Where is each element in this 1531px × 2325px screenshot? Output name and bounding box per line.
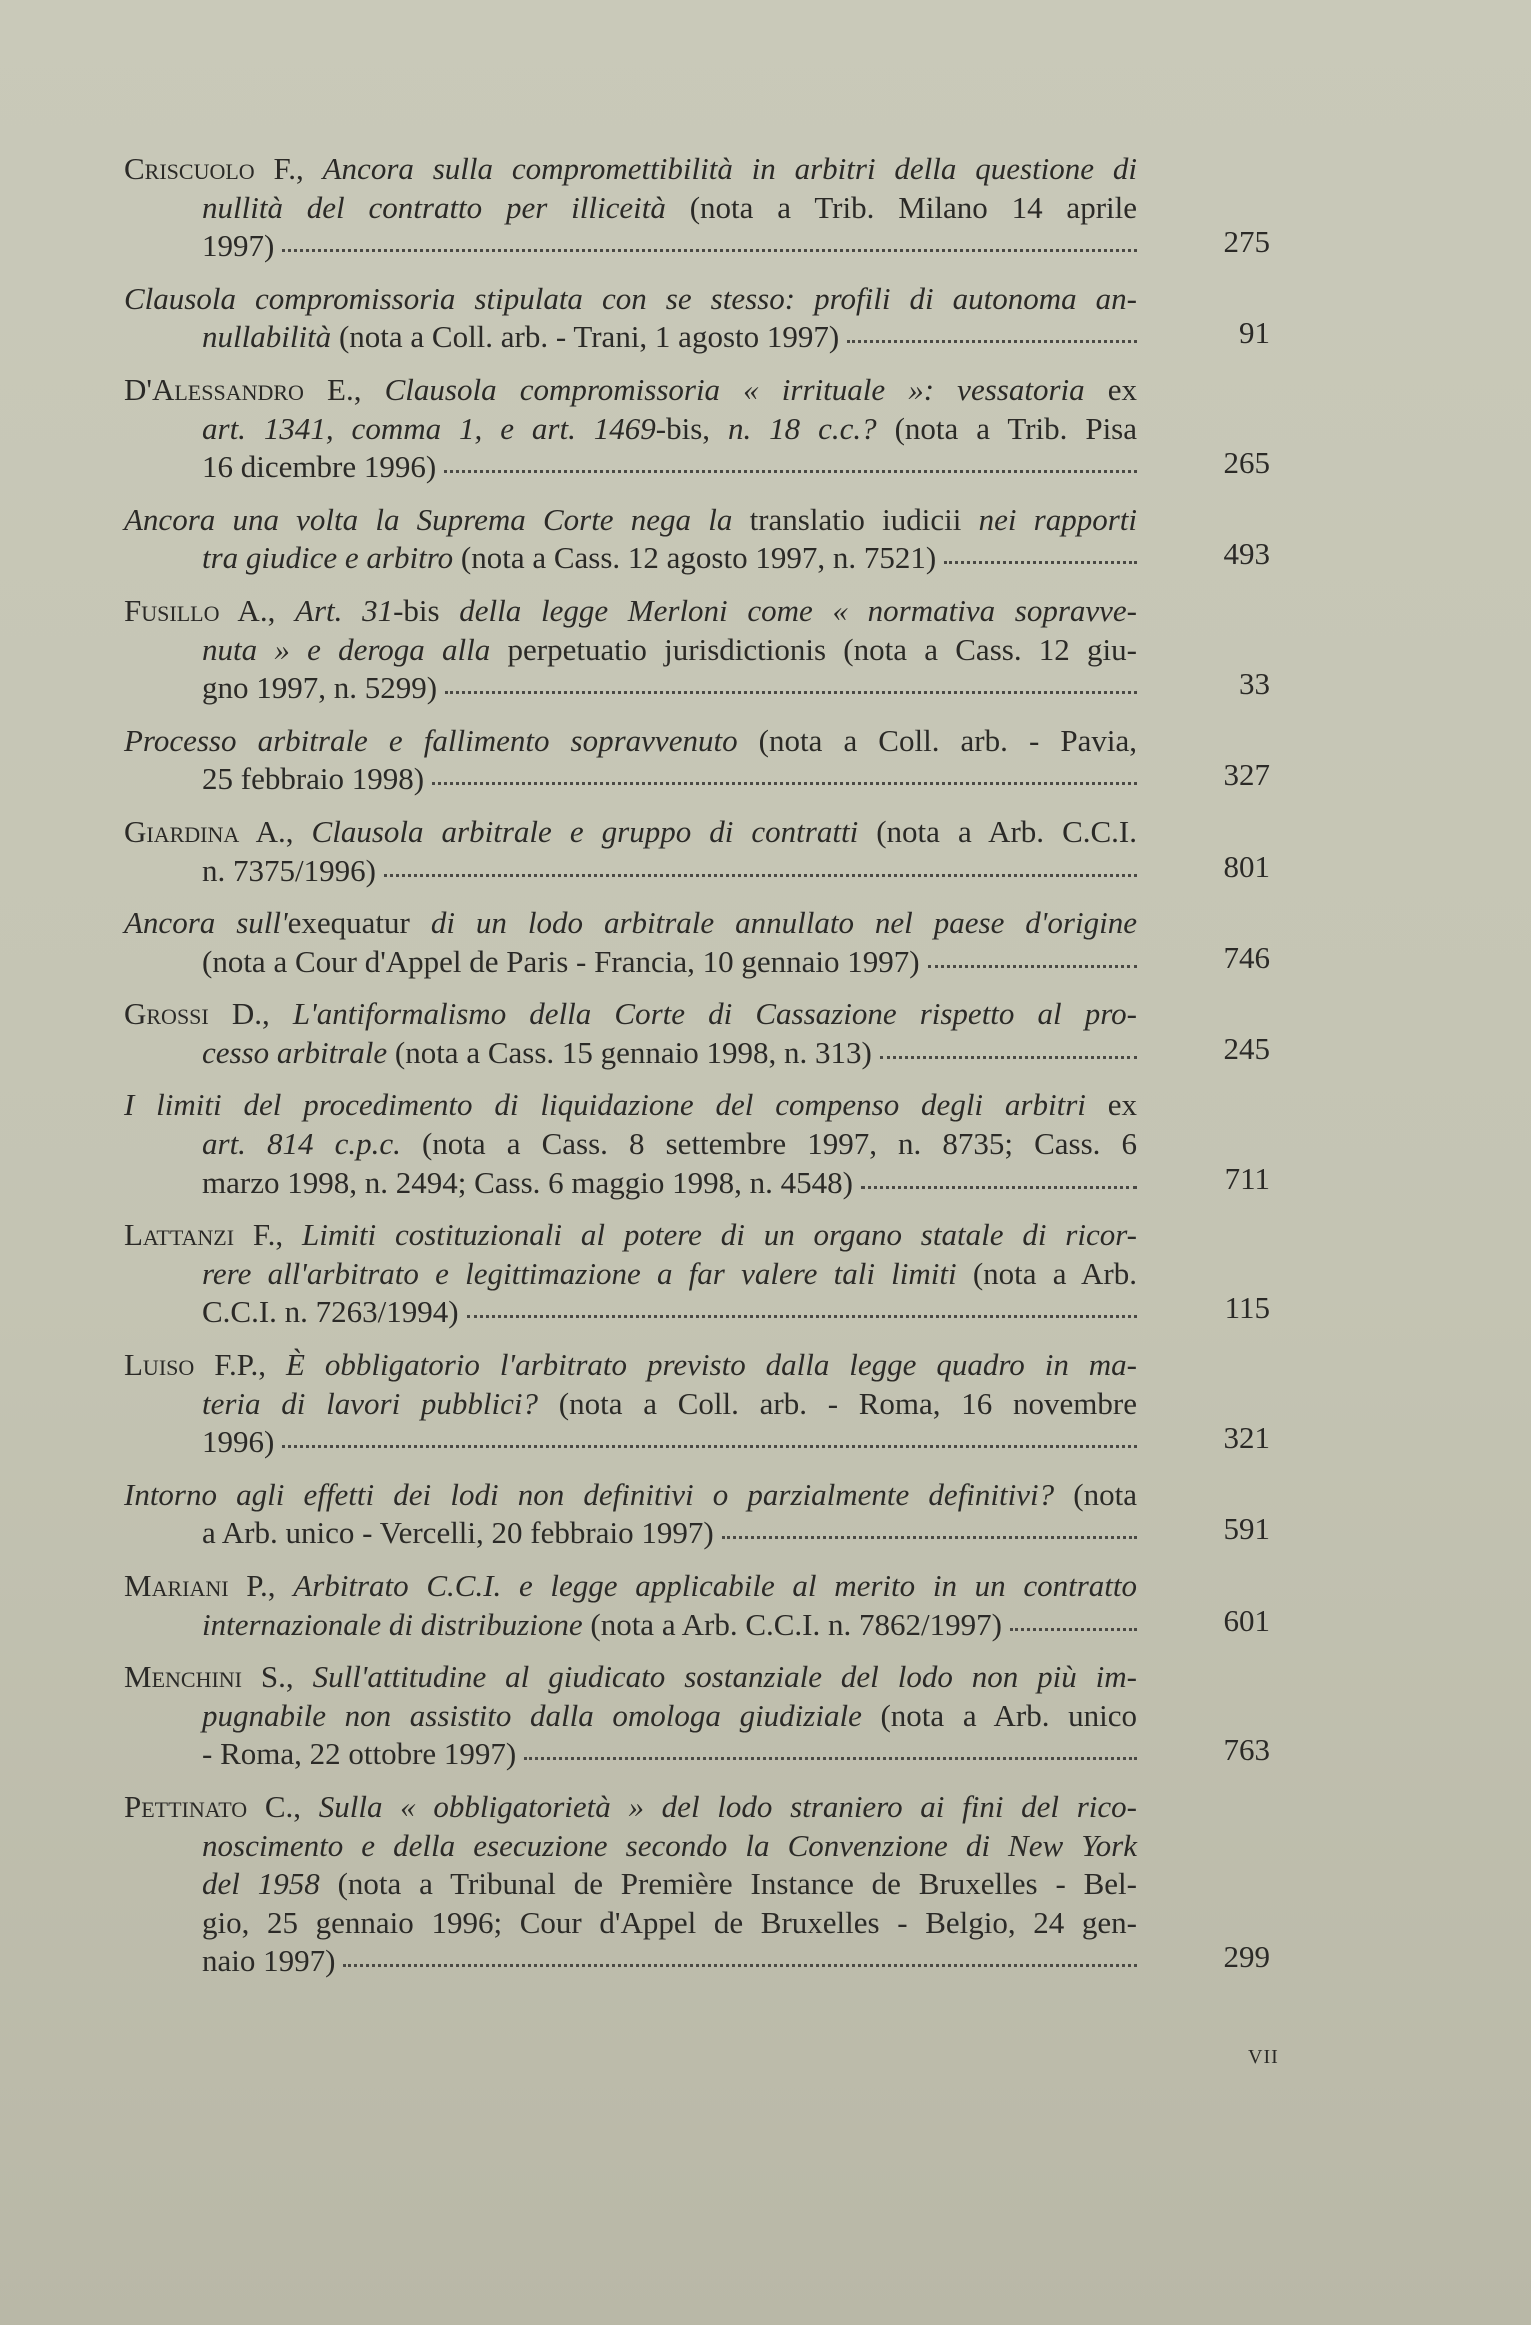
page-number: 763 <box>1223 1732 1270 1768</box>
entry-line-text <box>202 1164 853 1203</box>
entry-author: Luiso F.P., <box>124 1347 267 1383</box>
entry-reference-text: (nota a Trib. Pisa <box>876 410 1137 446</box>
index-entry <box>124 1567 1270 1644</box>
entry-title-text: Art. 31 <box>295 592 394 628</box>
entry-line <box>124 1346 1137 1385</box>
entry-title-text: Sull'attitudine al giudicato sostanziale del lodo non più im- <box>312 1659 1138 1695</box>
index-entry <box>124 150 1270 266</box>
entry-title-text: di un lodo arbitrale annullato nel paese d'origine <box>430 905 1137 941</box>
index-entry <box>124 1658 1270 1774</box>
dot-leader <box>384 874 1137 877</box>
entry-line-text <box>202 1514 714 1553</box>
entry-author: Fusillo A., <box>124 592 276 628</box>
entry-title-text: della legge Merloni come « normativa sopravve- <box>459 592 1138 628</box>
entry-line <box>124 995 1137 1034</box>
dot-leader <box>445 691 1137 694</box>
entry-reference-text: (nota a Coll. arb. - Trani, 1 agosto 1997) <box>331 319 840 355</box>
entry-author: Giardina A., <box>124 813 294 849</box>
entry-title-text: rere all'arbitrato e legittimazione a far valere tali limiti <box>202 1255 957 1291</box>
entry-title-text: art. 1341, comma 1, e art. 1469 <box>202 410 656 446</box>
index-entry <box>124 995 1270 1072</box>
index-entry <box>124 1346 1270 1462</box>
entry-title-text: nullabilità <box>202 319 332 355</box>
entry-title-text: Arbitrato C.C.I. e legge applicabile al merito in un contratto <box>293 1568 1138 1603</box>
entry-line <box>124 1514 1137 1553</box>
entry-reference-text: - Roma, 22 ottobre 1997) <box>202 1736 517 1772</box>
entry-title-text: Clausola compromissoria « irrituale »: vessatoria <box>384 371 1085 407</box>
index-of-notes <box>124 150 1270 1995</box>
index-entry <box>124 1788 1270 1981</box>
dot-leader <box>928 965 1137 968</box>
entry-reference-text: (nota <box>1054 1476 1137 1512</box>
entry-author: Mariani P., <box>124 1568 276 1603</box>
entry-title-text: Clausola compromissoria stipulata con se stesso: profili di autonoma an- <box>124 280 1137 316</box>
entry-reference-text: (nota a Cass. 15 gennaio 1998, n. 313) <box>387 1034 872 1070</box>
dot-leader <box>880 1056 1137 1059</box>
page-number: 245 <box>1223 1030 1270 1066</box>
dot-leader <box>444 470 1137 473</box>
entry-line <box>124 1164 1137 1203</box>
page-number: 801 <box>1223 848 1270 884</box>
entry-line-text <box>202 760 424 799</box>
entry-title-text: art. 814 c.p.c. <box>202 1126 401 1162</box>
entry-line <box>124 1904 1137 1943</box>
entry-reference-text: naio 1997) <box>202 1943 336 1979</box>
dot-leader <box>861 1186 1137 1189</box>
index-entry <box>124 280 1270 357</box>
index-entry <box>124 722 1270 799</box>
entry-title-text: noscimento e della esecuzione secondo la Convenzione di New York <box>202 1827 1137 1863</box>
entry-line <box>124 592 1137 631</box>
page-number: 711 <box>1224 1160 1270 1196</box>
entry-line <box>124 1658 1137 1697</box>
dot-leader <box>282 1445 1137 1448</box>
entry-line <box>124 1034 1137 1073</box>
entry-title-text: tra giudice e arbitro <box>202 540 454 576</box>
entry-line <box>124 1606 1137 1645</box>
entry-line <box>124 852 1137 891</box>
index-entry <box>124 1086 1270 1202</box>
entry-line <box>124 1942 1137 1981</box>
entry-line <box>124 1423 1137 1462</box>
entry-line <box>124 1788 1137 1827</box>
entry-reference-text: -bis, <box>655 410 728 446</box>
entry-reference-text: 25 febbraio 1998) <box>202 761 425 797</box>
entry-title-text: Limiti costituzionali al potere di un organo statale di ricor- <box>302 1217 1137 1253</box>
dot-leader <box>467 1315 1137 1318</box>
page-number: 115 <box>1224 1290 1270 1326</box>
entry-title-text: È obbligatorio l'arbitrato previsto dalla legge quadro in ma- <box>285 1347 1137 1383</box>
entry-line-text <box>202 669 437 708</box>
entry-line <box>124 943 1137 982</box>
dot-leader <box>282 249 1137 252</box>
entry-title-text: I limiti del procedimento di liquidazione del compenso degli arbitri <box>124 1087 1086 1123</box>
entry-reference-text: perpetuatio jurisdictionis (nota a Cass. 12 giu- <box>490 631 1137 667</box>
page-number: 591 <box>1223 1511 1270 1547</box>
entry-title-text: Ancora sull' <box>124 905 288 941</box>
page-number: 91 <box>1239 315 1270 351</box>
entry-line <box>124 227 1137 266</box>
entry-line <box>124 1086 1137 1125</box>
entry-reference-text: a Arb. unico - Vercelli, 20 febbraio 1997) <box>202 1515 714 1551</box>
dot-leader <box>847 340 1137 343</box>
entry-line-text <box>202 1606 1002 1645</box>
entry-reference-text: ex <box>1085 1087 1137 1123</box>
entry-title-text: Intorno agli effetti dei lodi non definitivi o parzialmente definitivi? <box>124 1476 1055 1512</box>
entry-line-text <box>202 943 920 982</box>
entry-line <box>124 1293 1137 1332</box>
index-entry <box>124 1216 1270 1332</box>
entry-line <box>124 1385 1137 1424</box>
entry-line <box>124 1827 1137 1866</box>
entry-line <box>124 371 1137 410</box>
entry-line <box>124 1216 1137 1255</box>
entry-title-text: Clausola arbitrale e gruppo di contratti <box>311 813 859 849</box>
entry-line <box>124 318 1137 357</box>
entry-reference-text: (nota a Arb. <box>956 1255 1137 1291</box>
entry-line <box>124 501 1137 540</box>
entry-line <box>124 1476 1137 1515</box>
dot-leader <box>722 1536 1137 1539</box>
entry-reference-text: (nota a Trib. Milano 14 aprile <box>665 189 1137 225</box>
entry-author: Lattanzi F., <box>124 1217 284 1253</box>
entry-line-text <box>202 1942 335 1981</box>
entry-line-text <box>202 1423 274 1462</box>
page-number: 299 <box>1223 1939 1270 1975</box>
entry-line <box>124 631 1137 670</box>
entry-reference-text: (nota a Cass. 12 agosto 1997, n. 7521) <box>453 540 937 576</box>
entry-reference-text: ex <box>1084 371 1137 407</box>
entry-title-text: Ancora sulla compromettibilità in arbitri della questione di <box>322 151 1138 186</box>
entry-line-text <box>202 1034 872 1073</box>
index-entry <box>124 371 1270 487</box>
entry-line <box>124 1865 1137 1904</box>
entry-line-text <box>202 227 274 266</box>
entry-line <box>124 760 1137 799</box>
entry-line-text <box>202 1735 516 1774</box>
entry-reference-text: exequatur <box>287 905 431 941</box>
entry-line-text <box>202 539 936 578</box>
entry-reference-text: (nota a Coll. arb. - Pavia, <box>737 722 1137 758</box>
entry-reference-text: 1996) <box>202 1424 275 1460</box>
entry-title-text: Sulla « obbligatorietà » del lodo straniero ai fini del rico- <box>318 1788 1138 1824</box>
dot-leader <box>944 561 1137 564</box>
page-number: 746 <box>1223 939 1270 975</box>
entry-author: Pettinato C., <box>124 1788 302 1824</box>
entry-line <box>124 1735 1137 1774</box>
page-number: 493 <box>1223 536 1270 572</box>
index-entry <box>124 1476 1270 1553</box>
entry-line <box>124 813 1137 852</box>
entry-author: Grossi D., <box>124 996 270 1032</box>
entry-reference-text: n. 7375/1996) <box>202 852 376 888</box>
entry-title-text: pugnabile non assistito dalla omologa giudiziale <box>202 1697 862 1733</box>
entry-reference-text: marzo 1998, n. 2494; Cass. 6 maggio 1998, n. 4548) <box>202 1164 853 1200</box>
entry-title-text: teria di lavori pubblici? <box>202 1385 539 1421</box>
entry-title-text: internazionale di distribuzione <box>202 1606 583 1642</box>
index-entry <box>124 904 1270 981</box>
entry-line <box>124 1567 1137 1606</box>
page-folio: VII <box>1248 2046 1279 2068</box>
entry-line <box>124 722 1137 761</box>
entry-reference-text: 16 dicembre 1996) <box>202 449 437 485</box>
entry-title-text: del 1958 <box>202 1866 320 1902</box>
entry-title-text: Ancora una volta la Suprema Corte nega la <box>124 501 733 537</box>
entry-reference-text: gno 1997, n. 5299) <box>202 670 438 706</box>
entry-line <box>124 1697 1137 1736</box>
entry-reference-text: (nota a Tribunal de Première Instance de Bruxelles - Bel- <box>319 1866 1137 1902</box>
entry-title-text: nuta » e deroga alla <box>202 631 491 667</box>
page-number: 327 <box>1223 757 1270 793</box>
entry-title-text: Processo arbitrale e fallimento sopravvenuto <box>124 722 738 758</box>
entry-line <box>124 669 1137 708</box>
entry-title-text: n. 18 c.c.? <box>727 410 877 446</box>
entry-reference-text: -bis <box>393 592 460 628</box>
entry-reference-text: (nota a Coll. arb. - Roma, 16 novembre <box>538 1385 1137 1421</box>
entry-title-text: L'antiformalismo della Corte di Cassazione rispetto al pro- <box>292 996 1137 1032</box>
entry-reference-text: (nota a Arb. C.C.I. <box>858 813 1138 849</box>
index-entry <box>124 501 1270 578</box>
entry-line <box>124 150 1137 189</box>
entry-reference-text: (nota a Cass. 8 settembre 1997, n. 8735; Cass. 6 <box>400 1126 1138 1162</box>
entry-reference-text: (nota a Cour d'Appel de Paris - Francia, 10 gennaio 1997) <box>202 943 920 979</box>
entry-author: D'Alessandro E., <box>124 371 362 407</box>
entry-reference-text: gio, 25 gennaio 1996; Cour d'Appel de Bruxelles - Belgio, 24 gen- <box>202 1904 1137 1940</box>
entry-reference-text: C.C.I. n. 7263/1994) <box>202 1294 459 1330</box>
page-number: 33 <box>1239 666 1270 702</box>
entry-line-text <box>202 318 839 357</box>
entry-reference-text: (nota a Arb. unico <box>861 1697 1137 1733</box>
dot-leader <box>343 1964 1137 1967</box>
entry-line <box>124 280 1137 319</box>
entry-reference-text: (nota a Arb. C.C.I. n. 7862/1997) <box>582 1606 1002 1642</box>
entry-title-text: cesso arbitrale <box>202 1034 388 1070</box>
index-entry <box>124 813 1270 890</box>
page-number: 275 <box>1223 224 1270 260</box>
dot-leader <box>1010 1628 1137 1631</box>
entry-reference-text: 1997) <box>202 228 275 264</box>
entry-line-text <box>202 448 436 487</box>
entry-author: Menchini S., <box>124 1659 294 1695</box>
entry-line <box>124 539 1137 578</box>
entry-reference-text: translatio iudicii <box>732 501 979 537</box>
entry-line <box>124 1125 1137 1164</box>
entry-line-text <box>202 1293 459 1332</box>
entry-title-text: nei rapporti <box>978 501 1137 537</box>
entry-line-text <box>202 852 376 891</box>
entry-line <box>124 189 1137 228</box>
entry-author: Criscuolo F., <box>124 151 304 186</box>
entry-line <box>124 410 1137 449</box>
page-number: 321 <box>1223 1420 1270 1456</box>
dot-leader <box>524 1757 1137 1760</box>
page-number: 601 <box>1223 1602 1270 1638</box>
page-number: 265 <box>1223 445 1270 481</box>
entry-line <box>124 904 1137 943</box>
entry-line <box>124 448 1137 487</box>
entry-title-text: nullità del contratto per illiceità <box>202 189 666 225</box>
entry-line <box>124 1255 1137 1294</box>
dot-leader <box>432 782 1137 785</box>
index-entry <box>124 592 1270 708</box>
